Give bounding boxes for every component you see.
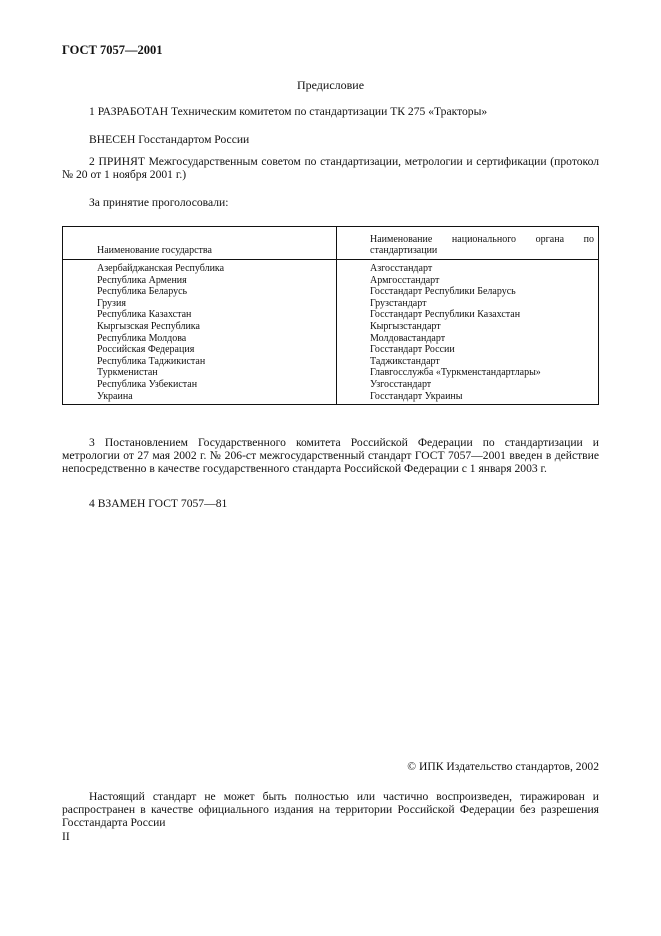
state-cell: Кыргызская Республика (63, 321, 337, 333)
state-cell: Республика Армения (63, 275, 337, 287)
state-cell: Республика Казахстан (63, 309, 337, 321)
state-cell: Туркменистан (63, 367, 337, 379)
standards-body-cell: Таджикстандарт (337, 356, 599, 368)
state-cell: Азербайджанская Республика (63, 260, 337, 275)
state-cell: Республика Таджикистан (63, 356, 337, 368)
paragraph-developed: 1 РАЗРАБОТАН Техническим комитетом по стандартизации ТК 275 «Тракторы» (89, 105, 488, 118)
standards-body-cell: Грузстандарт (337, 298, 599, 310)
column-header-state: Наименование государства (63, 227, 337, 260)
standards-body-cell: Госстандарт Республики Казахстан (337, 309, 599, 321)
copyright-notice: © ИПК Издательство стандартов, 2002 (407, 760, 599, 773)
table-header-row (63, 227, 599, 260)
standards-body-cell: Госстандарт Республики Беларусь (337, 286, 599, 298)
reproduction-notice: Настоящий стандарт не может быть полностью или частично воспроизведен, тиражирован и распространен в качестве официального издания на территории Российской Федерации без разрешения Госстандарта России (62, 790, 599, 829)
state-cell: Республика Беларусь (63, 286, 337, 298)
table-row (63, 298, 599, 310)
state-cell: Грузия (63, 298, 337, 310)
standards-body-cell: Армгосстандарт (337, 275, 599, 287)
standards-body-cell: Кыргызстандарт (337, 321, 599, 333)
standards-body-cell: Госстандарт Украины (337, 391, 599, 405)
table-row (63, 260, 599, 275)
table-row (63, 356, 599, 368)
column-header-standards-body (337, 227, 599, 260)
standards-body-cell: Молдовастандарт (337, 333, 599, 345)
state-cell: Республика Узбекистан (63, 379, 337, 391)
table-row (63, 309, 599, 321)
paragraph-introduced: ВНЕСЕН Госстандартом России (89, 133, 250, 146)
table-row (63, 391, 599, 405)
standards-body-cell: Главгосслужба «Туркменстандартлары» (337, 367, 599, 379)
column-header-line: стандартизации (370, 245, 438, 257)
page-title: Предисловие (296, 78, 365, 92)
paragraph-adopted: 2 ПРИНЯТ Межгосударственным советом по стандартизации, метрологии и сертификации (протокол № 20 от 1 ноября 2001 г.) (62, 155, 599, 181)
standards-body-cell: Узгосстандарт (337, 379, 599, 391)
page-number: II (62, 830, 70, 843)
standards-body-cell: Госстандарт России (337, 344, 599, 356)
state-cell: Российская Федерация (63, 344, 337, 356)
table-row (63, 333, 599, 345)
table-row (63, 275, 599, 287)
state-cell: Республика Молдова (63, 333, 337, 345)
document-code-header: ГОСТ 7057—2001 (62, 43, 163, 57)
paragraph-enacted: 3 Постановлением Государственного комитета Российской Федерации по стандартизации и метрологии от 27 мая 2002 г. № 206-ст межгосударственный стандарт ГОСТ 7057—2001 введен в действие непосредственно в качестве государственного стандарта Российской Федерации с 1 января 2003 г. (62, 436, 599, 475)
paragraph-vote-intro: За принятие проголосовали: (89, 196, 229, 209)
table-row (63, 321, 599, 333)
table-row (63, 379, 599, 391)
table-row (63, 344, 599, 356)
column-header-line: Наименование национального органа по (370, 233, 594, 245)
state-cell: Украина (63, 391, 337, 405)
table-row (63, 286, 599, 298)
table-row (63, 367, 599, 379)
paragraph-replaces: 4 ВЗАМЕН ГОСТ 7057—81 (89, 497, 228, 510)
standards-body-cell: Азгосстандарт (337, 260, 599, 275)
voting-states-table (62, 226, 599, 405)
